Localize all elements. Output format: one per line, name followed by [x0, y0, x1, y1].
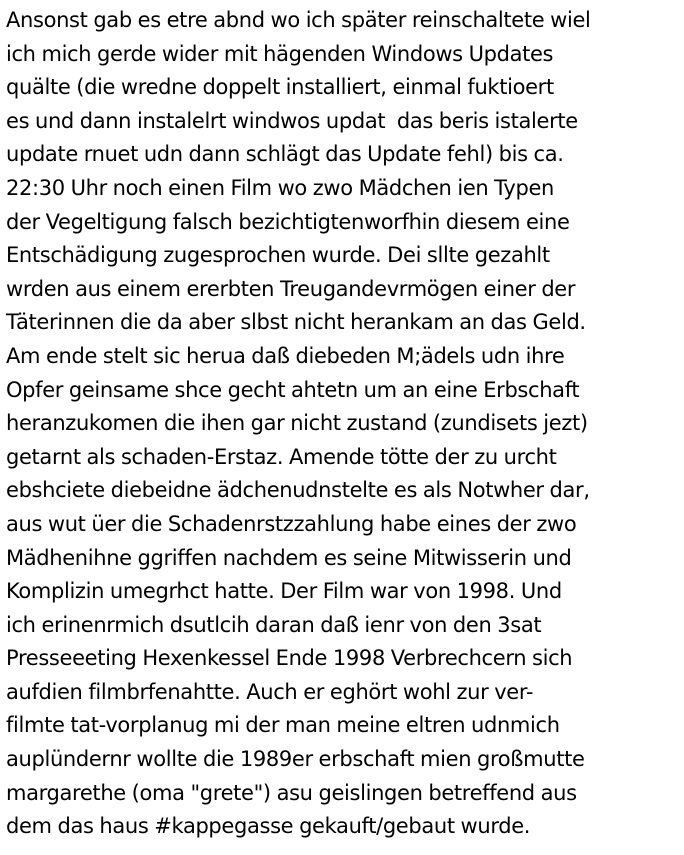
text-line-5: update rnuet udn dann schlägt das Update fehl) bis ca.: [6, 142, 564, 167]
text-line-9: wrden aus einem ererbten Treugandevrmögen einer der: [6, 276, 576, 301]
text-line-1: Ansonst gab es etre abnd wo ich später reinschaltete wiel: [6, 8, 591, 32]
text-line-12: Opfer geinsame shce gecht ahtetn um an eine Erbschaft: [6, 377, 580, 402]
text-line-24: margarethe (oma "grete") asu geislingen betreffend aus: [6, 780, 577, 805]
text-line-17: Mädhenihne ggriffen nachdem es seine Mitwisserin und: [6, 545, 572, 570]
text-line-13: heranzukomen die ihen gar nicht zustand (zundisets jezt): [6, 411, 588, 436]
text-line-6: 22:30 Uhr noch einen Film wo zwo Mädchen ien Typen: [6, 175, 554, 200]
text-line-10: Täterinnen die da aber slbst nicht herankam an das Geld.: [6, 310, 586, 335]
text-line-25: dem das haus #kappegasse gekauft/gebaut wurde.: [6, 814, 531, 839]
text-line-20: Presseeeting Hexenkessel Ende 1998 Verbrechcern sich: [6, 646, 573, 671]
text-line-11: Am ende stelt sic herua daß diebeden M;ädels udn ihre: [6, 343, 565, 368]
text-line-22: filmte tat-vorplanug mi der man meine eltren udnmich: [6, 713, 560, 738]
text-line-4: es und dann instalelrt windwos updat das beris istalerte: [6, 108, 578, 133]
text-line-15: ebshciete diebeidne ädchenudnstelte es als Notwher dar,: [6, 478, 590, 503]
text-line-18: Komplizin umegrhct hatte. Der Film war von 1998. Und: [6, 579, 562, 604]
text-line-21: aufdien filmbrfenahtte. Auch er eghört wohl zur ver-: [6, 679, 534, 704]
text-line-19: ich erinenrmich dsutlcih daran daß ienr von den 3sat: [6, 612, 542, 637]
document-text: [6, 4, 682, 844]
text-line-2: ich mich gerde wider mit hägenden Windows Updates: [6, 41, 554, 66]
text-line-16: aus wut üer die Schadenrstzzahlung habe eines der zwo: [6, 511, 577, 536]
text-line-23: auplündernr wollte die 1989er erbschaft mien großmutte: [6, 747, 585, 772]
text-line-7: der Vegeltigung falsch bezichtigtenworfhin diesem eine: [6, 209, 570, 234]
text-line-14: getarnt als schaden-Erstaz. Amende tötte der zu urcht: [6, 444, 557, 469]
text-line-8: Entschädigung zugesprochen wurde. Dei sllte gezahlt: [6, 243, 550, 268]
text-line-3: quälte (die wredne doppelt installiert, einmal fuktioert: [6, 75, 554, 100]
